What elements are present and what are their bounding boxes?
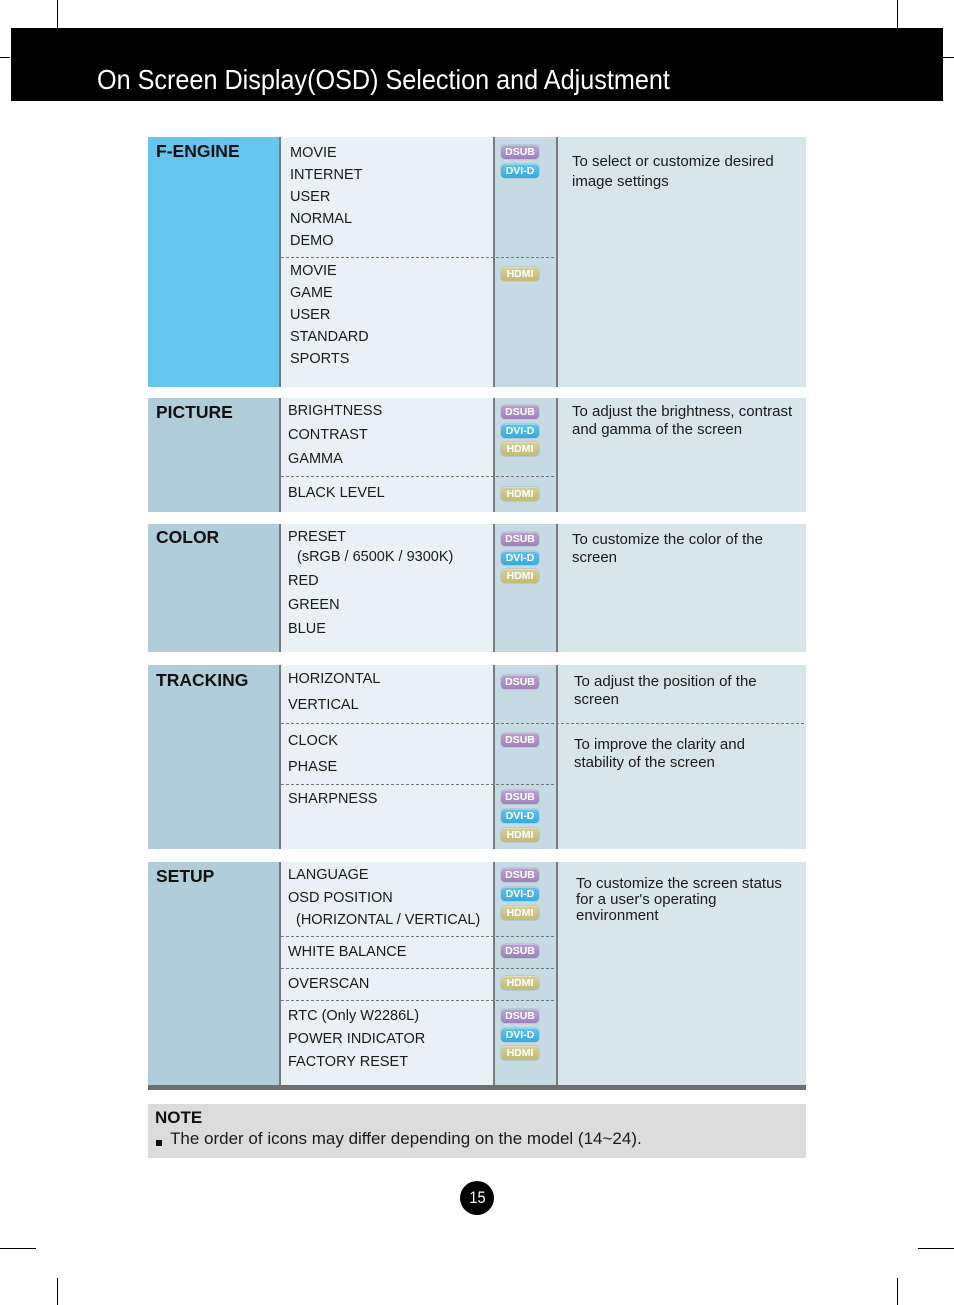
hdmi-input-badge: HDMI [501, 569, 539, 583]
description-line: stability of the screen [574, 754, 715, 771]
dsub-input-badge: DSUB [501, 405, 539, 419]
note-title: NOTE [155, 1108, 203, 1127]
page-number-badge [460, 1181, 494, 1215]
column-separator [279, 665, 281, 849]
osd-menu-item: OVERSCAN [288, 976, 370, 992]
dvi-d-input-badge: DVI-D [501, 551, 539, 565]
crop-mark [897, 1278, 898, 1305]
group-divider [281, 723, 806, 724]
dsub-input-badge: DSUB [501, 675, 539, 689]
group-divider [281, 257, 556, 258]
column-separator [279, 398, 281, 512]
note-box [148, 1104, 806, 1158]
osd-menu-item: NORMAL [290, 211, 353, 227]
osd-menu-item: BLACK LEVEL [288, 485, 385, 501]
category-cell [148, 862, 279, 1090]
group-divider [281, 784, 556, 785]
column-separator [279, 524, 281, 652]
category-label: TRACKING [156, 670, 249, 690]
osd-menu-item: RTC (Only W2286L) [288, 1008, 420, 1024]
osd-menu-item: MOVIE [290, 145, 337, 161]
category-cell [148, 665, 279, 849]
description-line: To customize the screen status [576, 875, 782, 892]
osd-menu-item: PHASE [288, 759, 338, 775]
crop-mark [57, 1278, 58, 1305]
column-separator [279, 137, 281, 387]
osd-menu-item: WHITE BALANCE [288, 944, 407, 960]
osd-menu-item: GAME [290, 285, 333, 301]
osd-section-picture [148, 398, 806, 512]
osd-menu-item: POWER INDICATOR [288, 1031, 426, 1047]
osd-menu-item: VERTICAL [288, 697, 359, 713]
column-separator [493, 137, 495, 387]
table-bottom-rule [148, 1085, 806, 1090]
column-separator [493, 862, 495, 1090]
osd-menu-item: CLOCK [288, 733, 338, 749]
column-separator [556, 665, 558, 849]
group-divider [281, 968, 556, 969]
osd-section-f-engine [148, 137, 806, 387]
description-line: To customize the color of the [572, 531, 763, 548]
osd-menu-item: HORIZONTAL [288, 671, 381, 687]
osd-menu-item: USER [290, 189, 331, 205]
osd-section-color [148, 524, 806, 652]
page-title: On Screen Display(OSD) Selection and Adjustment [97, 64, 670, 95]
osd-position-options: (HORIZONTAL / VERTICAL) [296, 912, 481, 928]
column-separator [556, 524, 558, 652]
hdmi-input-badge: HDMI [501, 442, 539, 456]
group-divider [281, 476, 556, 477]
description-line: To improve the clarity and [574, 736, 745, 753]
osd-menu-item: SHARPNESS [288, 791, 378, 807]
description-line: for a user's operating [576, 891, 717, 908]
description-line: image settings [572, 173, 669, 190]
dvi-d-input-badge: DVI-D [501, 424, 539, 438]
dsub-input-badge: DSUB [501, 733, 539, 747]
dvi-d-input-badge: DVI-D [501, 1028, 539, 1042]
osd-menu-item: OSD POSITION [288, 890, 393, 906]
osd-menu-item: GAMMA [288, 451, 343, 467]
category-cell [148, 137, 279, 387]
description-line: To adjust the brightness, contrast [572, 403, 793, 420]
crop-mark [0, 1248, 36, 1249]
items-cell [281, 665, 493, 849]
dsub-input-badge: DSUB [501, 1009, 539, 1023]
column-separator [556, 862, 558, 1090]
dsub-input-badge: DSUB [501, 944, 539, 958]
dvi-d-input-badge: DVI-D [501, 164, 539, 178]
group-divider [281, 1000, 556, 1001]
osd-menu-item: FACTORY RESET [288, 1054, 409, 1070]
column-separator [279, 862, 281, 1090]
description-line: screen [572, 549, 618, 566]
dsub-input-badge: DSUB [501, 145, 539, 159]
osd-menu-item: BRIGHTNESS [288, 403, 383, 419]
crop-mark [57, 0, 58, 28]
crop-mark [943, 57, 954, 58]
description-line: and gamma of the screen [572, 421, 743, 438]
osd-menu-item: INTERNET [290, 167, 363, 183]
description-line: To select or customize desired [572, 153, 774, 170]
hdmi-input-badge: HDMI [501, 1046, 539, 1060]
osd-menu-item: CONTRAST [288, 427, 368, 443]
osd-menu-item: RED [288, 573, 319, 589]
bullet-icon [156, 1140, 162, 1146]
osd-menu-item: BLUE [288, 621, 326, 637]
column-separator [556, 398, 558, 512]
description-line: To adjust the position of the [574, 673, 757, 690]
hdmi-input-badge: HDMI [501, 267, 539, 281]
category-label: SETUP [156, 866, 215, 886]
osd-section-setup [148, 862, 806, 1090]
column-separator [493, 524, 495, 652]
osd-menu-item: PRESET [288, 529, 347, 545]
description-line: environment [576, 907, 659, 924]
category-label: F-ENGINE [156, 141, 240, 161]
osd-section-tracking [148, 665, 806, 849]
osd-menu-item: LANGUAGE [288, 867, 369, 883]
dsub-input-badge: DSUB [501, 532, 539, 546]
dsub-input-badge: DSUB [501, 868, 539, 882]
page-number: 15 [468, 1188, 486, 1207]
crop-mark [897, 0, 898, 28]
description-line: screen [574, 691, 620, 708]
group-divider [281, 936, 556, 937]
column-separator [556, 137, 558, 387]
osd-menu-item: MOVIE [290, 263, 337, 279]
hdmi-input-badge: HDMI [501, 487, 539, 501]
column-separator [493, 665, 495, 849]
crop-mark [918, 1248, 954, 1249]
dvi-d-input-badge: DVI-D [501, 809, 539, 823]
hdmi-input-badge: HDMI [501, 976, 539, 990]
hdmi-input-badge: HDMI [501, 906, 539, 920]
osd-menu-item: STANDARD [290, 329, 369, 345]
osd-menu-item: DEMO [290, 233, 334, 249]
preset-options: (sRGB / 6500K / 9300K) [297, 549, 454, 565]
hdmi-input-badge: HDMI [501, 828, 539, 842]
category-label: PICTURE [156, 402, 233, 422]
dsub-input-badge: DSUB [501, 790, 539, 804]
column-separator [493, 398, 495, 512]
osd-menu-item: GREEN [288, 597, 340, 613]
note-text: The order of icons may differ depending on the model (14~24). [170, 1129, 642, 1148]
osd-menu-item: SPORTS [290, 351, 350, 367]
crop-mark [0, 57, 10, 58]
osd-menu-item: USER [290, 307, 331, 323]
dvi-d-input-badge: DVI-D [501, 887, 539, 901]
category-label: COLOR [156, 527, 220, 547]
